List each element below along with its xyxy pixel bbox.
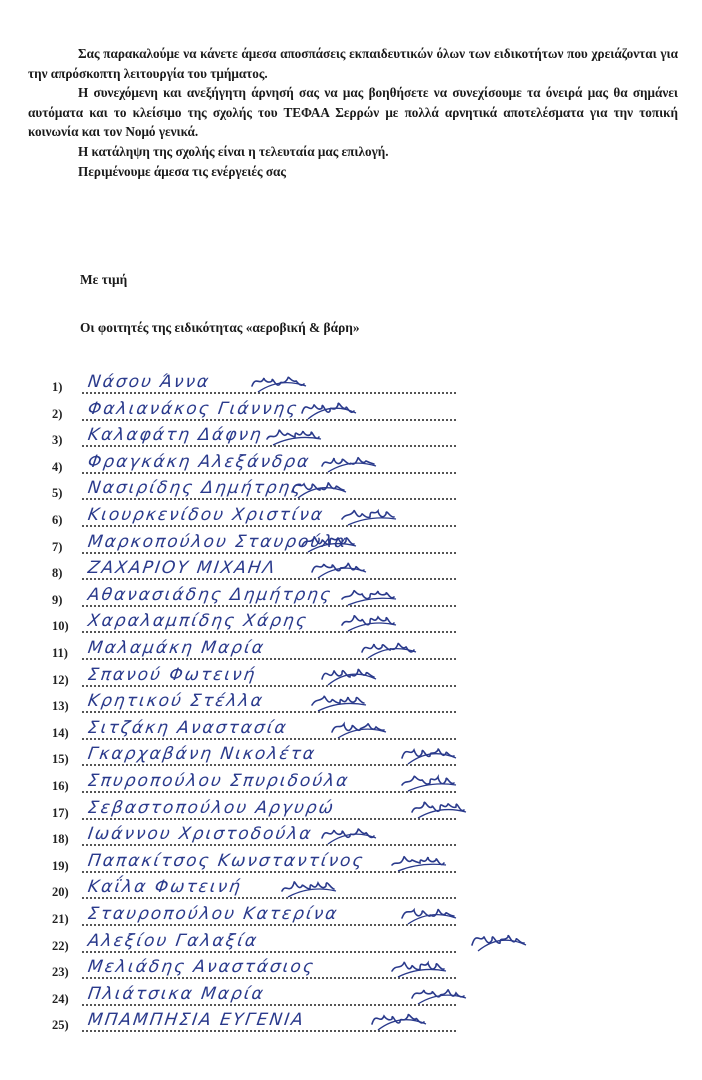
signature-number: 9) [52, 592, 63, 607]
handwritten-name: Αθανασιάδης Δημήτρης [86, 584, 334, 605]
signature-number: 7) [52, 539, 63, 554]
signature-scribble [280, 871, 340, 903]
signature-number: 20) [52, 885, 69, 900]
signature-number: 11) [52, 646, 68, 660]
handwritten-name: Κιουρκενίδου Χριστίνα [86, 505, 326, 525]
signature-scribble [400, 898, 460, 930]
signature-row [0, 718, 702, 746]
signature-row [0, 904, 702, 932]
handwritten-name: ΜΠΑΜΠΗΣΙΑ ΕΥΓΕΝΙΑ [86, 1010, 307, 1031]
paragraph-request: Σας παρακαλούμε να κάνετε άμεσα αποσπάσεις εκπαιδευτικών όλων των ειδικοτήτων που χρειάζονται για την απρόσκοπτη λειτουργία του τμήματος. [28, 46, 678, 81]
signature-number: 4) [52, 459, 63, 474]
signature-number: 22) [52, 938, 69, 953]
signature-row [0, 399, 702, 427]
signature-number: 14) [52, 725, 69, 740]
signature-scribble [330, 712, 390, 744]
handwritten-name: Νάσου Άννα [86, 372, 212, 392]
paragraph-awaiting: Περιμένουμε άμεσα τις ενέργειές σας [78, 163, 286, 179]
signature-scribble [390, 845, 450, 877]
signature-row [0, 984, 702, 1012]
signature-scribble [410, 792, 470, 824]
signature-number: 15) [52, 752, 69, 767]
signature-scribble [265, 419, 325, 451]
signature-scribble [370, 1004, 430, 1036]
signature-row [0, 877, 702, 905]
signature-row [0, 1010, 702, 1038]
handwritten-name: Σταυροπούλου Κατερίνα [86, 904, 340, 924]
signature-scribble [470, 925, 530, 957]
signature-number: 12) [52, 672, 69, 687]
handwritten-name: Γκαρχαβάνη Νικολέτα [86, 744, 318, 765]
handwritten-name: Φραγκάκη Αλεξάνδρα [86, 451, 312, 472]
signature-number: 16) [52, 779, 69, 793]
handwritten-name: Σπανού Φωτεινή [86, 664, 258, 685]
signature-scribble [320, 818, 380, 850]
signature-number: 17) [52, 805, 69, 820]
signature-row [0, 851, 702, 879]
handwritten-name: Μαρκοπούλου Σταυρούλα [86, 531, 349, 552]
signature-number: 3) [52, 433, 63, 448]
paragraph-warning: Η συνεχόμενη και ανεξήγητη άρνησή σας να μας βοηθήσετε να συνεχίσουμε τα όνειρά μας θα σημάνει αυτόματα και το κλείσιμο της σχολής του ΤΕΦΑΑ Σερρών με πολλά αρνητικά αποτελέσματα για την τοπική κοινωνία και τον Νομό γενικά. [28, 85, 678, 140]
signature-number: 10) [52, 619, 69, 634]
signature-row [0, 744, 702, 772]
signature-number: 23) [52, 965, 69, 980]
handwritten-name: Μελιάδης Αναστάσιος [86, 957, 317, 978]
signature-number: 18) [52, 832, 69, 847]
handwritten-name: Αλεξίου Γαλαξία [86, 930, 260, 951]
signature-number: 2) [52, 406, 63, 421]
signature-number: 6) [52, 513, 63, 527]
signature-number: 1) [52, 380, 63, 394]
signature-row [0, 957, 702, 985]
signature-number: 25) [52, 1018, 69, 1033]
signatories-heading: Οι φοιτητές της ειδικότητας «αεροβική & βάρη» [80, 320, 360, 335]
signature-row [0, 824, 702, 852]
handwritten-name: Σεβαστοπούλου Αργυρώ [86, 797, 337, 818]
letter-body [28, 44, 678, 181]
handwritten-name: Πλιάτσικα Μαρία [86, 983, 267, 1004]
signature-dotted-line [82, 472, 456, 474]
handwritten-name: Νασιρίδης Δημήτρης [86, 478, 305, 499]
handwritten-name: Φαλιανάκος Γιάννης [86, 398, 300, 419]
signature-number: 5) [52, 486, 63, 501]
paragraph-occupation: Η κατάληψη της σχολής είναι η τελευταία μας επιλογή. [78, 143, 389, 159]
signature-number: 8) [52, 566, 63, 581]
handwritten-name: Ιωάννου Χριστοδούλα [86, 824, 314, 845]
handwritten-name: Σπυροπούλου Σπυριδούλα [86, 771, 351, 791]
signature-row [0, 771, 702, 799]
handwritten-name: Καλαφάτη Δάφνη [86, 425, 265, 446]
signature-number: 24) [52, 991, 69, 1006]
signature-dotted-line [82, 711, 456, 713]
closing-salutation: Με τιμή [80, 272, 128, 287]
handwritten-name: Χαραλαμπίδης Χάρης [86, 611, 310, 632]
handwritten-name: Κρητικού Στέλλα [86, 691, 266, 712]
signature-number: 21) [52, 912, 69, 926]
handwritten-name: Παπακίτσος Κωνσταντίνος [86, 850, 366, 871]
signature-row [0, 931, 702, 959]
signature-row [0, 452, 702, 480]
signature-number: 13) [52, 699, 69, 714]
signature-number: 19) [52, 858, 69, 873]
handwritten-name: ΖΑΧΑΡΙΟΥ ΜΙΧΑΗΛ [86, 558, 278, 579]
signature-row [0, 611, 702, 639]
handwritten-name: Καΐλα Φωτεινή [86, 877, 244, 898]
handwritten-name: Σιτζάκη Αναστασία [86, 717, 290, 738]
handwritten-name: Μαλαμάκη Μαρία [86, 638, 267, 658]
